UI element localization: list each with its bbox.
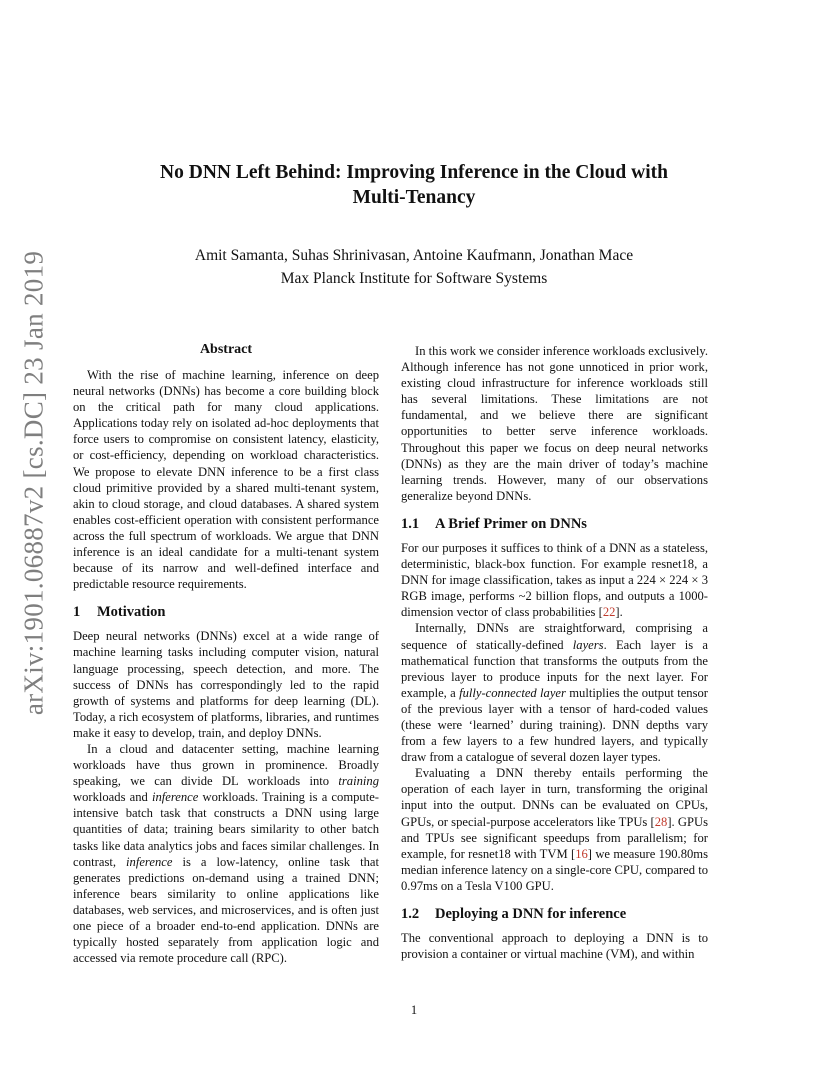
section-1-title: Motivation	[97, 604, 166, 621]
citation-link[interactable]: 28	[654, 814, 668, 829]
abstract-heading: Abstract	[199, 342, 253, 357]
page-number: 1	[410, 1003, 418, 1017]
paper-title	[90, 160, 738, 210]
section-1-paragraph-1: Deep neural networks (DNNs) excel at a wide range of machine learning tasks including computer vision, natural language processing, speech detection, and more. The success of DNNs has correspondingly led to the rapid growth of systems and platforms for deep learning (DL). Today, a rich ecosystem of platforms, libraries, and runtimes make it easy to develop, train, and deploy DNNs.	[73, 629, 379, 740]
left-column	[73, 341, 379, 966]
section-1-1-paragraph-1: For our purposes it suffices to think of a DNN as a stateless, deterministic, black-box function. For example resnet18, a DNN for image classification, takes as input a 224 × 224 × 3 RGB image, performs ~2 billion flops, and outputs a 1000-dimension vector of class probabilities [22].	[401, 540, 708, 620]
section-1-1-paragraph-2: Internally, DNNs are straightforward, comprising a sequence of statically-defined layers. Each layer is a mathematical function that transforms the outputs from the previous layer to produce inputs for the next layer. For example, a fully-connected layer multiplies the output tensor of the previous layer with a tensor of hard-coded values (these were ‘learned’ during training). DNN depths vary from a few layers to a few hundred layers, and typically draw from a catalogue of several dozen layer types.	[401, 621, 708, 765]
section-1-2-paragraph-1: The conventional approach to deploying a DNN is to provision a container or virtual machine (VM), and within	[401, 931, 708, 962]
abstract-text: With the rise of machine learning, inference on deep neural networks (DNNs) has become a core building block on the critical path for many cloud applications. Applications today rely on isolated ad-hoc deployments that force users to compromise on consistent latency, elasticity, or cost-efficiency, depending on workload characteristics. We propose to elevate DNN inference to be a first class cloud primitive provided by a shared multi-tenant system, akin to cloud storage, and cloud databases. A shared system enables cost-efficient operation with consistent performance across the full spectrum of workloads. We argue that DNN inference is an ideal candidate for a multi-tenant system because of its narrow and well-defined interface and predictable resource requirements.	[73, 368, 379, 592]
citation-link[interactable]: 22	[602, 605, 616, 620]
section-1-1-heading	[401, 515, 708, 533]
arxiv-identifier-text: arXiv:1901.06887v2 [cs.DC] 23 Jan 2019	[18, 250, 49, 716]
section-1-paragraph-2: In a cloud and datacenter setting, machine learning workloads have thus grown in prominence. Broadly speaking, we can divide DL workloads into training workloads and inference workloads. Training is a compute-intensive batch task that constructs a DNN using large quantities of data; training bears similarity to other batch tasks like data analytics jobs and faces similar challenges. In contrast, inference is a low-latency, online task that generates predictions on-demand using a trained DNN; inference bears similarity to online applications like databases, web services, and microservices, and is often just one piece of a broader end-to-end application. DNNs are typically hosted separately from application logic and accessed via remote procedure call (RPC).	[73, 741, 379, 966]
title-line-1: No DNN Left Behind: Improving Inference in the Cloud with	[160, 162, 668, 183]
author-block	[90, 244, 738, 290]
arxiv-identifier	[14, 250, 54, 716]
section-1-2-title: Deploying a DNN for inference	[435, 906, 627, 922]
author-list: Amit Samanta, Suhas Shrinivasan, Antoine Kaufmann, Jonathan Mace	[194, 247, 634, 264]
section-1-2-number: 1.2	[401, 906, 420, 922]
section-1-2-heading	[401, 905, 708, 923]
intro-paragraph: In this work we consider inference workloads exclusively. Although inference has not gone unnoticed in prior work, existing cloud infrastructure for inference workloads still has several limitations. These limitations are not fundamental, and we believe there are significant opportunities to better serve inference workloads. Throughout this paper we focus on deep neural networks (DNNs) as they are the main driver of today’s machine learning trends. However, many of our observations generalize beyond DNNs.	[401, 344, 708, 503]
affiliation: Max Planck Institute for Software Systems	[280, 270, 548, 287]
section-1-heading	[73, 603, 379, 621]
citation-link[interactable]: 16	[575, 846, 588, 861]
section-1-number: 1	[73, 604, 81, 621]
section-1-1-number: 1.1	[401, 515, 420, 532]
title-line-2: Multi-Tenancy	[352, 187, 476, 208]
right-column	[401, 343, 708, 962]
section-1-1-paragraph-3: Evaluating a DNN thereby entails performing the operation of each layer in turn, transforming the original input into the output. DNNs can be evaluated on CPUs, GPUs, or special-purpose accelerators like TPUs [28]. GPUs and TPUs see significant speedups from parallelism; for example, for resnet18 with TVM [16] we measure 190.80ms median inference latency on a single-core CPU, compared to 0.97ms on a Tesla V100 GPU.	[401, 766, 708, 893]
section-1-1-title: A Brief Primer on DNNs	[435, 515, 587, 532]
